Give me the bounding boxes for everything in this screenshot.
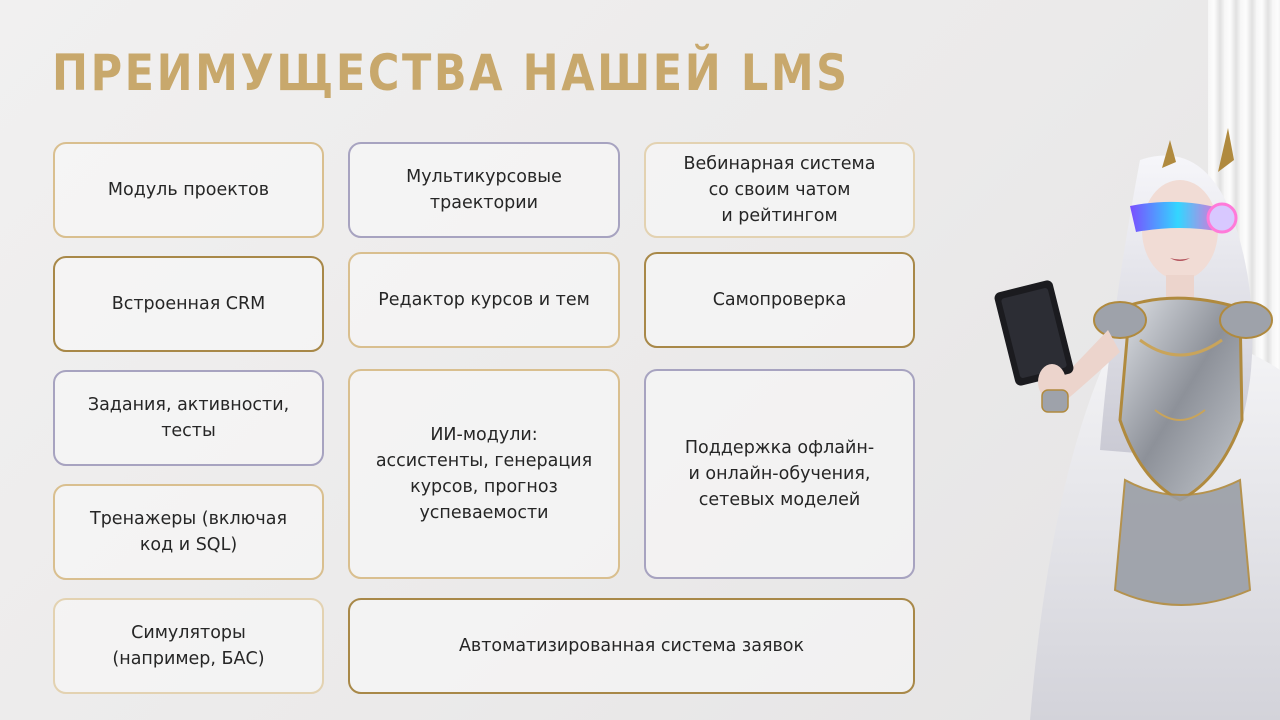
card-simulators-label: Симуляторы (например, БАС) (112, 623, 265, 669)
card-ai (348, 369, 620, 579)
slide-title: ПРЕИМУЩЕСТВА НАШЕЙ LMS (52, 44, 850, 102)
card-support-label: Поддержка офлайн- и онлайн-обучения, сетевых моделей (684, 438, 875, 510)
card-selfcheck (644, 252, 915, 348)
card-webinar (644, 142, 915, 238)
card-tasks-label: Задания, активности, тесты (87, 395, 290, 441)
card-multicourse (348, 142, 620, 238)
card-requests (348, 598, 915, 694)
card-editor-label: Редактор курсов и тем (378, 290, 590, 310)
card-trainers (53, 484, 324, 580)
card-support (644, 369, 915, 579)
card-projects-label: Модуль проектов (107, 180, 270, 200)
armored-woman-illustration (990, 120, 1280, 720)
card-simulators (53, 598, 324, 694)
card-webinar-label: Вебинарная система со своим чатом и рейтингом (683, 154, 876, 226)
card-projects (53, 142, 324, 238)
card-editor (348, 252, 620, 348)
card-trainers-label: Тренажеры (включая код и SQL) (90, 509, 287, 555)
card-selfcheck-label: Самопроверка (712, 290, 847, 310)
card-requests-label: Автоматизированная система заявок (458, 636, 805, 656)
card-crm (53, 256, 324, 352)
card-crm-label: Встроенная CRM (111, 294, 266, 314)
card-multicourse-label: Мультикурсовые траектории (406, 167, 562, 213)
card-tasks (53, 370, 324, 466)
card-ai-label: ИИ-модули: ассистенты, генерация курсов, прогноз успеваемости (375, 425, 593, 523)
